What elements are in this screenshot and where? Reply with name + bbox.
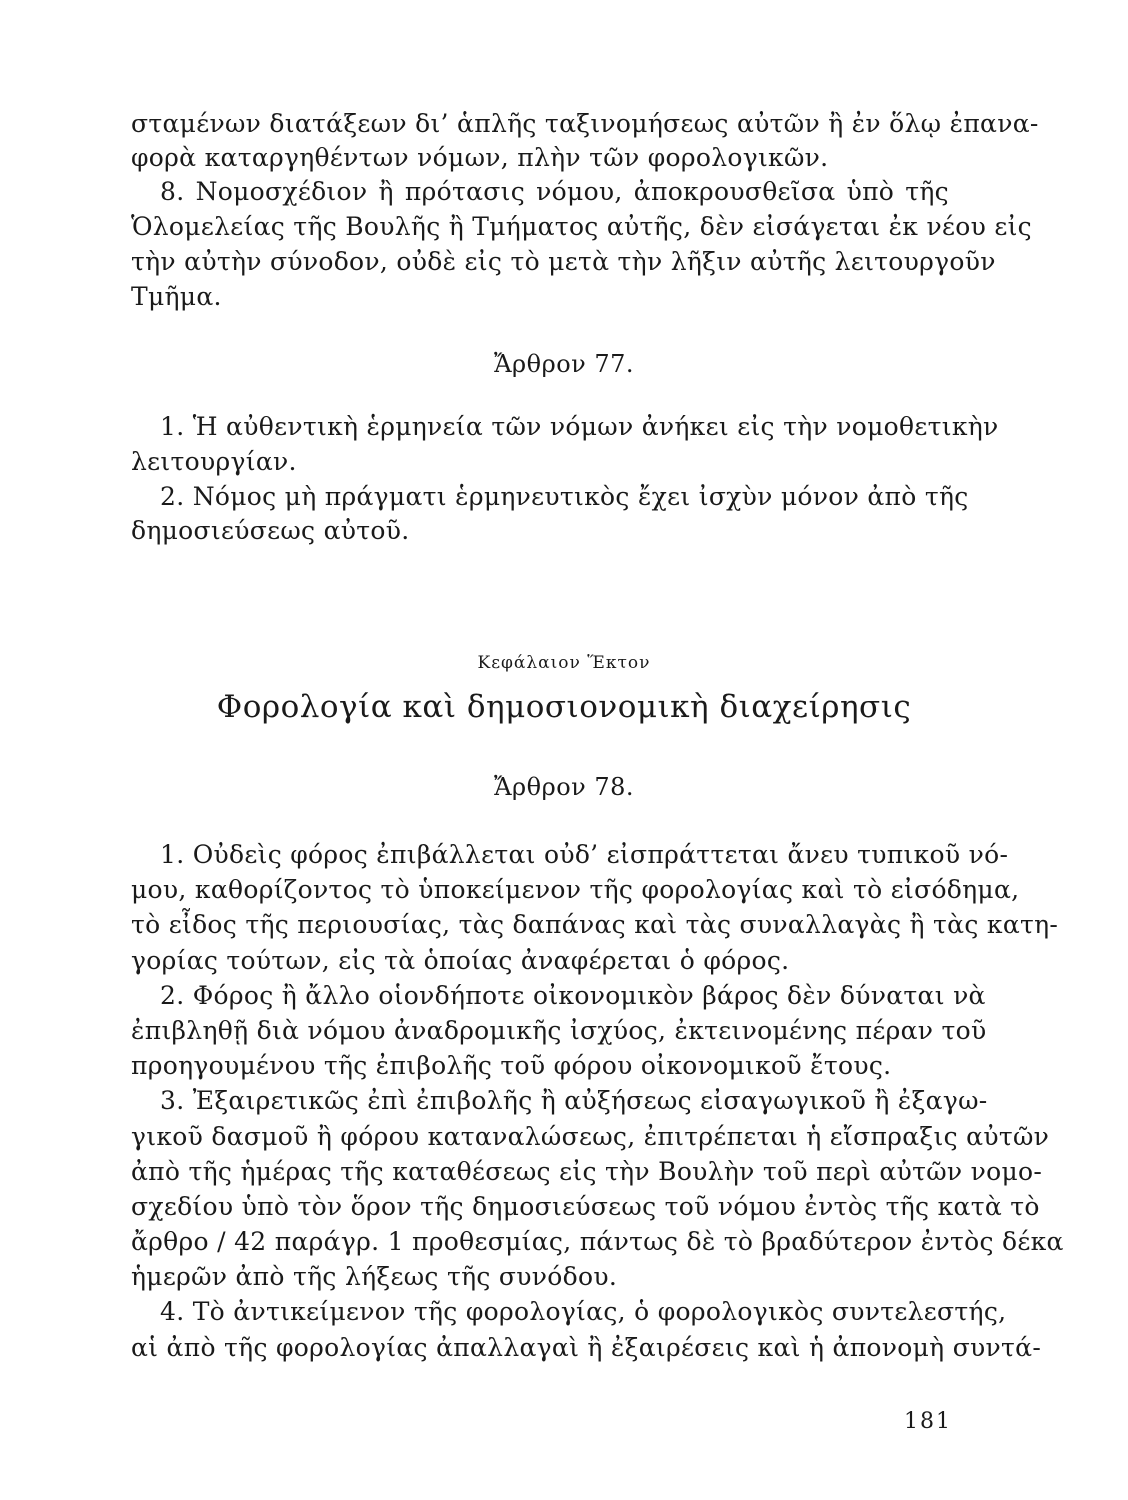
- article-heading: Ἄρθρον 78.: [493, 773, 635, 801]
- text-line: ἡμερῶν ἀπὸ τῆς λήξεως τῆς συνόδου.: [131, 1262, 618, 1291]
- text-line: 1. Ἡ αὐθεντικὴ ἑρμηνεία τῶν νόμων ἀνήκει εἰς τὴν νομοθετικὴν: [160, 412, 999, 441]
- text-line: γορίας τούτων, εἰς τὰ ὁποίας ἀναφέρεται ὁ φόρος.: [131, 946, 790, 975]
- text-line: σχεδίου ὑπὸ τὸν ὅρον τῆς δημοσιεύσεως τοῦ νόμου ἐντὸς τῆς κατὰ τὸ: [131, 1192, 1040, 1221]
- text-line: τὴν αὐτὴν σύνοδον, οὐδὲ εἰς τὸ μετὰ τὴν λῆξιν αὐτῆς λειτουργοῦν: [131, 247, 996, 276]
- text-line: μου, καθορίζοντος τὸ ὑποκείμενον τῆς φορολογίας καὶ τὸ εἰσόδημα,: [131, 875, 1020, 904]
- text-line: 2. Νόμος μὴ πράγματι ἑρμηνευτικὸς ἔχει ἰσχὺν μόνον ἀπὸ τῆς: [160, 482, 969, 511]
- text-line: γικοῦ δασμοῦ ἢ φόρου καταναλώσεως, ἐπιτρέπεται ἡ εἴσπραξις αὐτῶν: [131, 1122, 1050, 1151]
- text-line: λειτουργίαν.: [131, 447, 297, 476]
- text-line: δημοσιεύσεως αὐτοῦ.: [131, 516, 410, 545]
- page-number: 181: [904, 1409, 952, 1434]
- text-line: ἀπὸ τῆς ἡμέρας τῆς καταθέσεως εἰς τὴν Βουλὴν τοῦ περὶ αὐτῶν νομο-: [131, 1157, 1043, 1186]
- text-line: ἐπιβληθῇ διὰ νόμου ἀναδρομικῆς ἰσχύος, ἐκτεινομένης πέραν τοῦ: [131, 1016, 987, 1045]
- text-line: προηγουμένου τῆς ἐπιβολῆς τοῦ φόρου οἰκονομικοῦ ἔτους.: [131, 1051, 892, 1080]
- text-line: 4. Τὸ ἀντικείμενον τῆς φορολογίας, ὁ φορολογικὸς συντελεστής,: [160, 1297, 1007, 1326]
- text-line: τὸ εἶδος τῆς περιουσίας, τὰς δαπάνας καὶ τὰς συναλλαγὰς ἢ τὰς κατη-: [131, 910, 1059, 939]
- text-line: σταμένων διατάξεων δι’ ἁπλῆς ταξινομήσεως αὐτῶν ἢ ἐν ὅλῳ ἐπανα-: [131, 109, 1039, 138]
- text-line: ἄρθρο / 42 παράγρ. 1 προθεσμίας, πάντως δὲ τὸ βραδύτερον ἐντὸς δέκα: [131, 1227, 1064, 1256]
- text-line: Τμῆμα.: [131, 282, 222, 311]
- text-line: φορὰ καταργηθέντων νόμων, πλὴν τῶν φορολογικῶν.: [131, 143, 829, 172]
- chapter-title: Φορολογία καὶ δημοσιονομικὴ διαχείρησις: [216, 689, 912, 725]
- text-line: 3. Ἐξαιρετικῶς ἐπὶ ἐπιβολῆς ἢ αὐξήσεως εἰσαγωγικοῦ ἢ ἐξαγω-: [160, 1086, 988, 1115]
- text-line: Ὁλομελείας τῆς Βουλῆς ἢ Τμήματος αὐτῆς, δὲν εἰσάγεται ἐκ νέου εἰς: [131, 212, 1032, 241]
- text-line: 2. Φόρος ἢ ἄλλο οἱονδήποτε οἰκονομικὸν βάρος δὲν δύναται νὰ: [160, 981, 986, 1010]
- article-heading: Ἄρθρον 77.: [493, 350, 635, 378]
- text-line: 1. Οὐδεὶς φόρος ἐπιβάλλεται οὐδ’ εἰσπράττεται ἄνευ τυπικοῦ νό-: [160, 840, 1009, 869]
- text-line: αἱ ἀπὸ τῆς φορολογίας ἀπαλλαγαὶ ἢ ἐξαιρέσεις καὶ ἡ ἀπονομὴ συντά-: [131, 1333, 1042, 1362]
- chapter-label: Κεφάλαιον Ἕκτον: [477, 653, 651, 673]
- text-line: 8. Νομοσχέδιον ἢ πρότασις νόμου, ἀποκρουσθεῖσα ὑπὸ τῆς: [160, 177, 949, 206]
